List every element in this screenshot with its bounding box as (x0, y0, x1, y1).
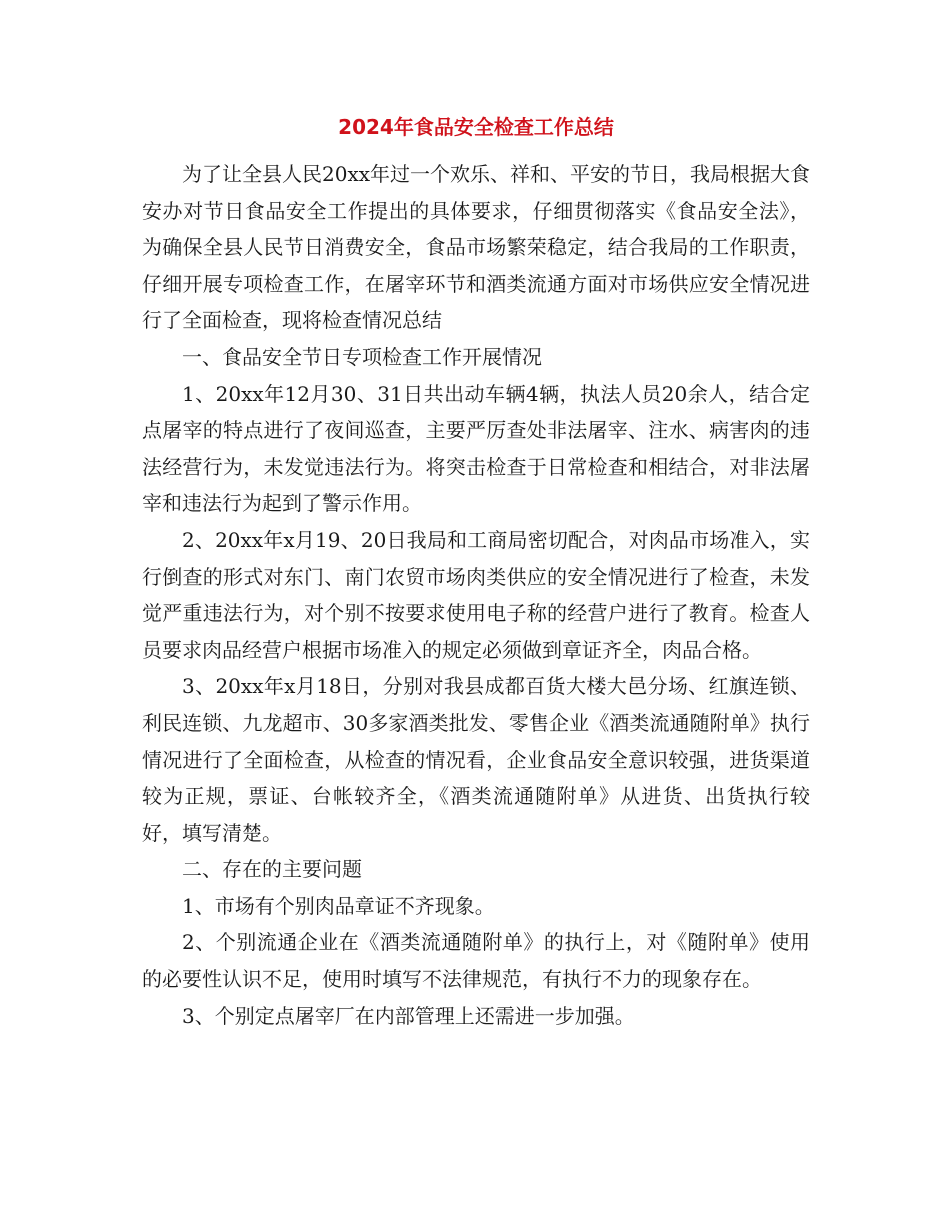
paragraph-item-1-1: 1、20xx年12月30、31日共出动车辆4辆，执法人员20余人，结合定点屠宰的特点进行了夜间巡查，主要严厉查处非法屠宰、注水、病害肉的违法经营行为，未发觉违法行为。将突击检查于日常检查和相结合，对非法屠宰和违法行为起到了警示作用。 (142, 381, 810, 516)
paragraph-intro: 为了让全县人民20xx年过一个欢乐、祥和、平安的节日，我局根据大食安办对节日食品安全工作提出的具体要求，仔细贯彻落实《食品安全法》，为确保全县人民节日消费安全，食品市场繁荣稳定，结合我局的工作职责，仔细开展专项检查工作，在屠宰环节和酒类流通方面对市场供应安全情况进行了全面检查，现将检查情况总结 (142, 162, 811, 333)
paragraph-item-2-2: 2、个别流通企业在《酒类流通随附单》的执行上，对《随附单》使用的必要性认识不足，使用时填写不法律规范，有执行不力的现象存在。 (142, 930, 810, 992)
paragraph-item-1-3: 3、20xx年x月18日，分别对我县成都百货大楼大邑分场、红旗连锁、利民连锁、九龙超市、30多家酒类批发、零售企业《酒类流通随附单》执行情况进行了全面检查，从检查的情况看，企业食品安全意识较强，进货渠道较为正规，票证、台帐较齐全，《酒类流通随附单》从进货、出货执行较好，填写清楚。 (142, 674, 810, 845)
paragraph-item-2-3: 3、个别定点屠宰厂在内部管理上还需进一步加强。 (182, 1003, 635, 1028)
section-heading-1: 一、食品安全节日专项检查工作开展情况 (182, 344, 542, 369)
document-title: 2024年食品安全检查工作总结 (338, 115, 614, 139)
paragraph-item-2-1: 1、市场有个别肉品章证不齐现象。 (182, 893, 495, 918)
paragraph-item-1-2: 2、20xx年x月19、20日我局和工商局密切配合，对肉品市场准入，实行倒查的形式对东门、南门农贸市场肉类供应的安全情况进行了检查，未发觉严重违法行为，对个别不按要求使用电子称的经营户进行了教育。检查人员要求肉品经营户根据市场准入的规定必须做到章证齐全，肉品合格。 (142, 527, 810, 662)
section-heading-2: 二、存在的主要问题 (182, 857, 362, 882)
document-page (142, 112, 810, 1034)
